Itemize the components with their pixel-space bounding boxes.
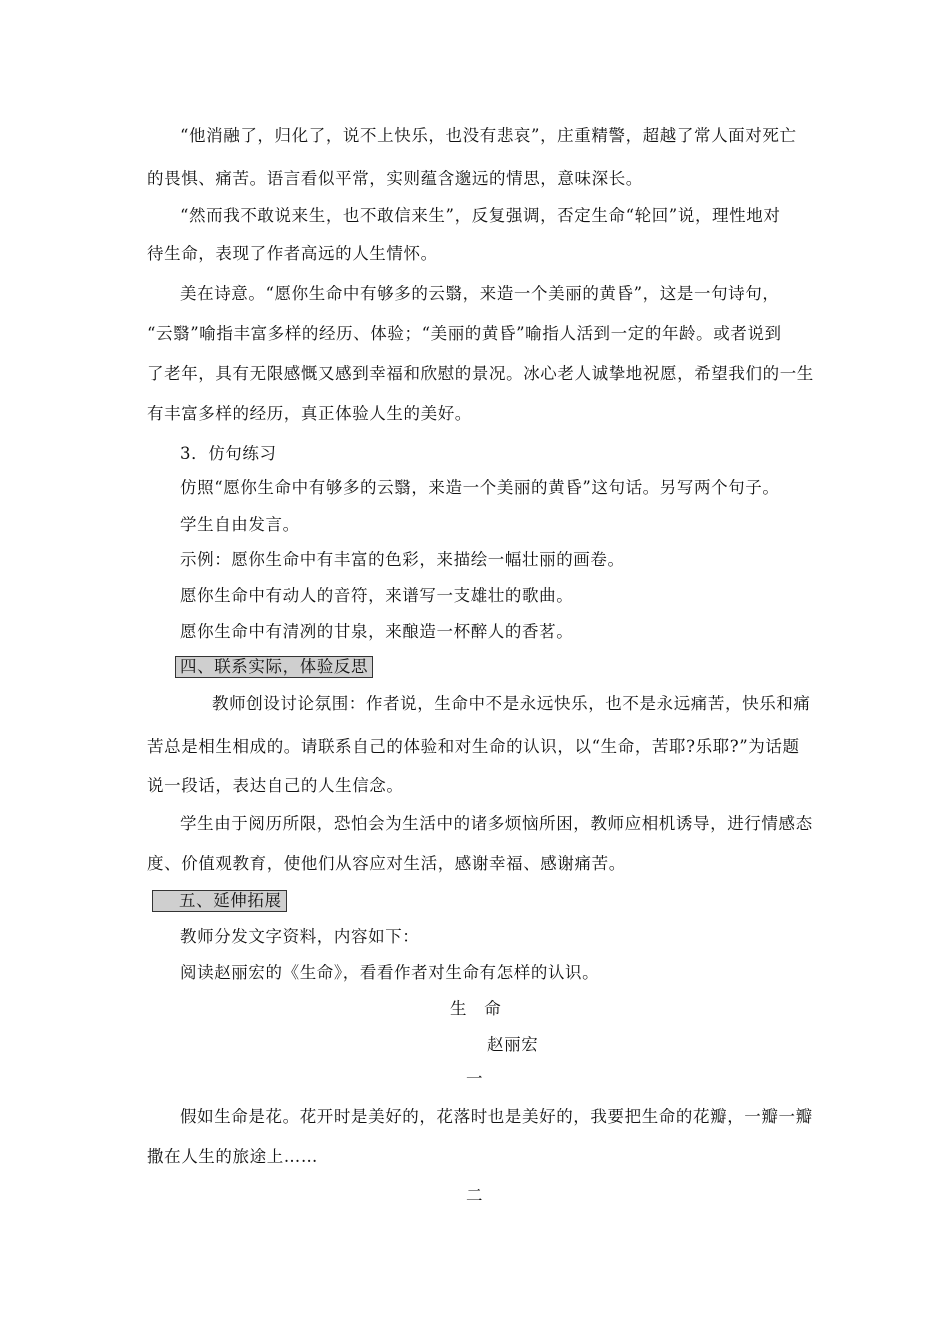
section-3-example-3: 愿你生命中有清冽的甘泉，来酿造一杯醉人的香茗。 bbox=[180, 622, 574, 641]
section-4-p1-line-3: 说一段话，表达自己的人生信念。 bbox=[147, 776, 404, 795]
section-4-p2-line-1: 学生由于阅历所限，恐怕会为生活中的诸多烦恼所困，教师应相机诱导，进行情感态 bbox=[180, 814, 813, 833]
poem-part-1-line-1: 假如生命是花。花开时是美好的，花落时也是美好的，我要把生命的花瓣，一瓣一瓣 bbox=[180, 1107, 813, 1126]
paragraph-a-line-1: “他消融了，归化了，说不上快乐，也没有悲哀”，庄重精警，超越了常人面对死亡 bbox=[180, 126, 797, 145]
paragraph-c-line-1: 美在诗意。“愿你生命中有够多的云翳，来造一个美丽的黄昏”，这是一句诗句， bbox=[180, 284, 780, 303]
paragraph-c-line-2: “云翳”喻指丰富多样的经历、体验；“美丽的黄昏”喻指人活到一定的年龄。或者说到 bbox=[147, 324, 782, 343]
poem-title: 生 命 bbox=[450, 999, 502, 1018]
paragraph-b-line-1: “然而我不敢说来生，也不敢信来生”，反复强调，否定生命“轮回”说，理性地对 bbox=[180, 206, 781, 225]
section-3-title: 3．仿句练习 bbox=[180, 444, 277, 463]
paragraph-c-line-4: 有丰富多样的经历，真正体验人生的美好。 bbox=[147, 404, 472, 423]
section-3-example-1: 示例：愿你生命中有丰富的色彩，来描绘一幅壮丽的画卷。 bbox=[180, 550, 625, 569]
poem-part-2-number: 二 bbox=[466, 1186, 484, 1205]
section-3-example-2: 愿你生命中有动人的音符，来谱写一支雄壮的歌曲。 bbox=[180, 586, 574, 605]
section-4-p1-line-1: 教师创设讨论氛围：作者说，生命中不是永远快乐，也不是永远痛苦，快乐和痛 bbox=[212, 694, 811, 713]
section-5-line-2: 阅读赵丽宏的《生命》，看看作者对生命有怎样的认识。 bbox=[180, 963, 600, 982]
section-5-heading bbox=[152, 890, 287, 912]
section-4-p1-line-2: 苦总是相生相成的。请联系自己的体验和对生命的认识，以“生命，苦耶?乐耶?”为话题 bbox=[147, 737, 800, 756]
paragraph-b-line-2: 待生命，表现了作者高远的人生情怀。 bbox=[147, 244, 438, 263]
section-3-instruction: 仿照“愿你生命中有够多的云翳，来造一个美丽的黄昏”这句话。另写两个句子。 bbox=[180, 478, 780, 497]
paragraph-a-line-2: 的畏惧、痛苦。语言看似平常，实则蕴含邈远的情思，意味深长。 bbox=[147, 169, 643, 188]
section-5-line-1: 教师分发文字资料，内容如下： bbox=[180, 927, 420, 946]
section-4-heading bbox=[175, 656, 373, 678]
poem-author: 赵丽宏 bbox=[487, 1035, 539, 1054]
section-4-p2-line-2: 度、价值观教育，使他们从容应对生活，感谢幸福、感谢痛苦。 bbox=[147, 854, 626, 873]
paragraph-c-line-3: 了老年，具有无限感慨又感到幸福和欣慰的景况。冰心老人诚挚地祝愿，希望我们的一生 bbox=[147, 364, 814, 383]
poem-part-1-number: 一 bbox=[466, 1069, 484, 1088]
poem-part-1-line-2: 撒在人生的旅途上…… bbox=[147, 1147, 318, 1166]
section-3-note: 学生自由发言。 bbox=[180, 515, 300, 534]
section-5-heading-label: 五、延伸拓展 bbox=[152, 890, 287, 912]
section-4-heading-label: 四、联系实际，体验反思 bbox=[175, 656, 373, 678]
